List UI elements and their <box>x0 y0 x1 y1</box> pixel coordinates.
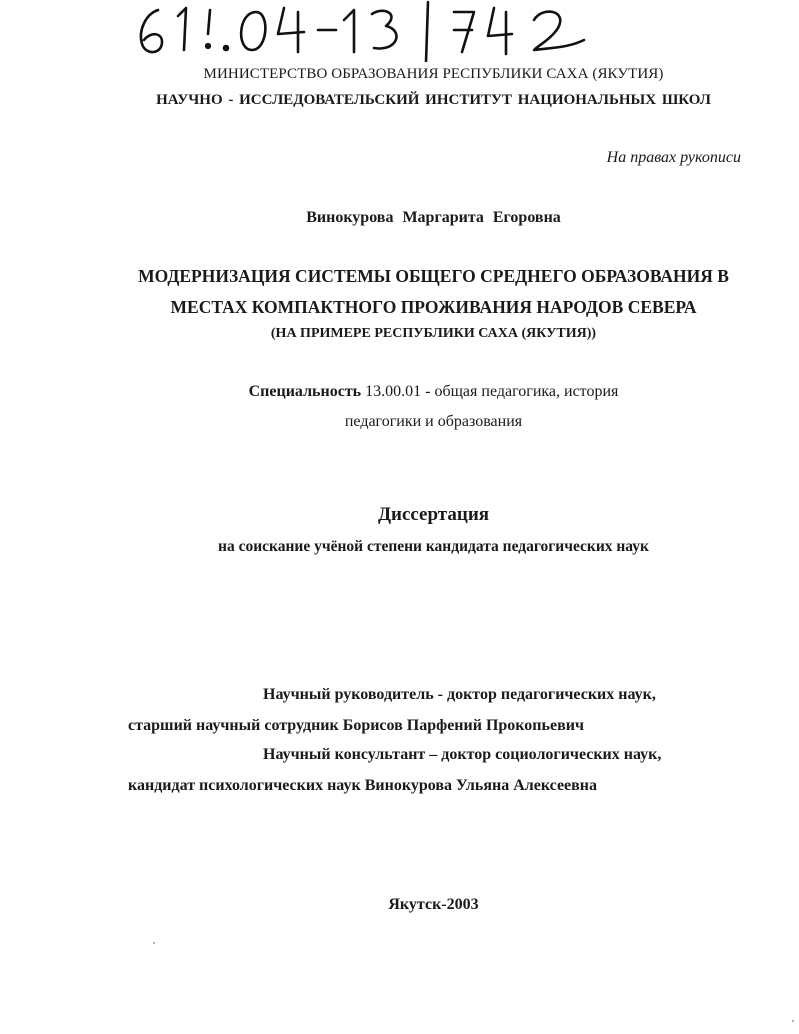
author-name: Винокурова Маргарита Егоровна <box>306 209 561 226</box>
dissertation-heading: Диссертация <box>377 504 490 525</box>
institute-name: НАУЧНО - ИССЛЕДОВАТЕЛЬСКИЙ ИНСТИТУТ НАЦИОНАЛЬНЫХ ШКОЛ <box>156 92 711 108</box>
ministry-name: МИНИСТЕРСТВО ОБРАЗОВАНИЯ РЕСПУБЛИКИ САХА (ЯКУТИЯ) <box>203 66 664 82</box>
supervisor-line-1: Научный руководитель - доктор педагогических наук, <box>263 686 656 703</box>
scan-speck <box>153 942 155 944</box>
degree-purpose: на соискание учёной степени кандидата педагогических наук <box>218 538 649 555</box>
shelfmark-drawing <box>128 0 608 62</box>
specialty-label: Специальность <box>248 383 362 400</box>
dissertation-subtitle: (НА ПРИМЕРЕ РЕСПУБЛИКИ САХА (ЯКУТИЯ)) <box>270 326 597 341</box>
consultant-line-1: Научный консультант – доктор социологических наук, <box>263 746 662 763</box>
dissertation-title-line-1: МОДЕРНИЗАЦИЯ СИСТЕМЫ ОБЩЕГО СРЕДНЕГО ОБРАЗОВАНИЯ В <box>138 266 729 286</box>
consultant-line-2: кандидат психологических наук Винокурова Ульяна Алексеевна <box>128 777 598 794</box>
manuscript-rights-note: На правах рукописи <box>606 149 741 166</box>
specialty-line-1 <box>34 383 799 401</box>
city-and-year: Якутск-2003 <box>388 896 479 913</box>
supervisor-line-2: старший научный сотрудник Борисов Парфений Прокопьевич <box>128 717 584 734</box>
specialty-line-2: педагогики и образования <box>344 413 523 430</box>
specialty-code: 13.00.01 - общая педагогика, история <box>365 383 619 400</box>
dissertation-title-line-2: МЕСТАХ КОМПАКТНОГО ПРОЖИВАНИЯ НАРОДОВ СЕВЕРА <box>170 297 697 317</box>
scan-speck <box>792 1020 794 1022</box>
handwritten-shelfmark <box>128 0 608 62</box>
